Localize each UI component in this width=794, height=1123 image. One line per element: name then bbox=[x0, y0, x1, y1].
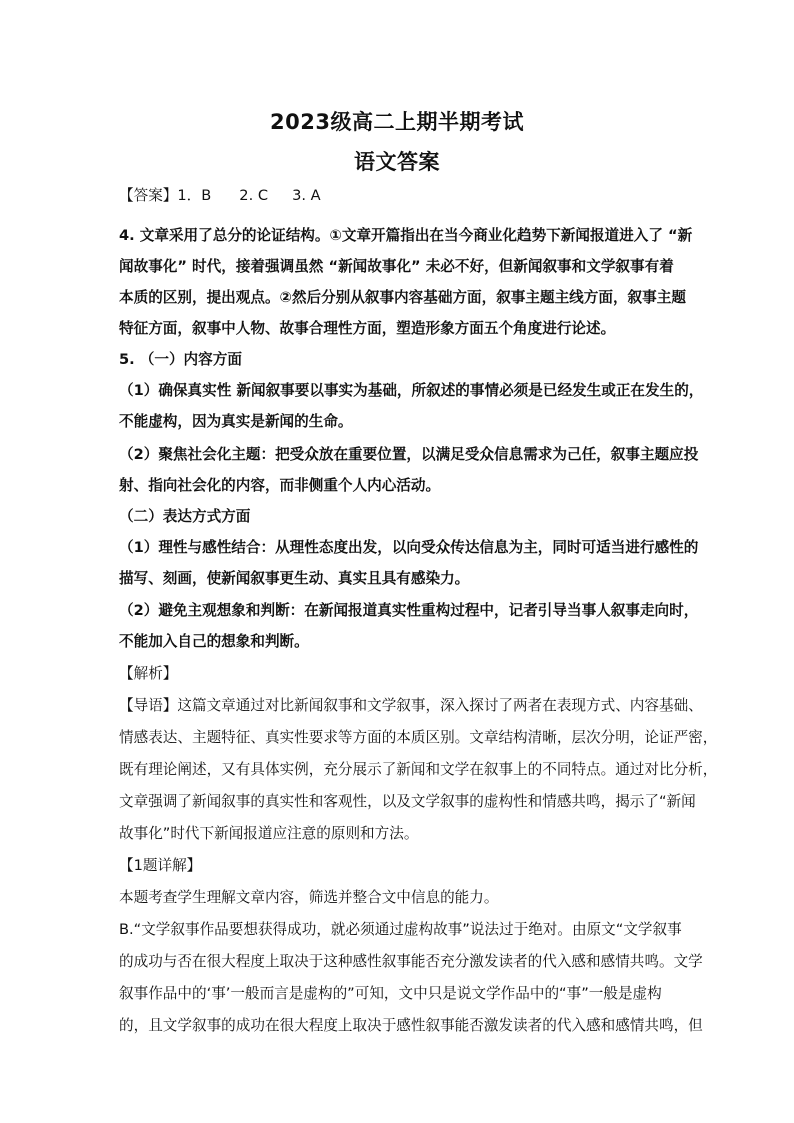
q5-line: 不能加入自己的想象和判断。 bbox=[119, 633, 309, 650]
analysis-heading: 【解析】 bbox=[119, 665, 178, 682]
q5-line: （2）避免主观想象和判断：在新闻报道真实性重构过程中，记者引导当事人叙事走向时， bbox=[119, 602, 699, 619]
q5-line: 不能虚构，因为真实是新闻的生命。 bbox=[119, 413, 353, 430]
analysis-intro-line: 【导语】这篇文章通过对比新闻叙事和文学叙事，深入探讨了两者在表现方式、内容基础、 bbox=[119, 697, 703, 714]
analysis-intro-line: 文章强调了新闻叙事的真实性和客观性，以及文学叙事的虚构性和情感共鸣，揭示了“新闻 bbox=[119, 793, 696, 810]
answer-key-row bbox=[119, 186, 321, 206]
q4-line: 闻故事化” 时代，接着强调虽然 “新闻故事化” 未必不好，但新闻叙事和文学叙事有着 bbox=[119, 258, 674, 275]
answer-q1: 1．B bbox=[177, 187, 212, 204]
analysis-intro-line: 情感表达、主题特征、真实性要求等方面的本质区别。文章结构清晰，层次分明，论证严密， bbox=[119, 729, 718, 746]
answer-q2: 2. C bbox=[239, 187, 269, 204]
q1-detail-heading: 【1题详解】 bbox=[119, 857, 202, 874]
q1-detail-line: 的成功与否在很大程度上取决于这种感性叙事能否充分激发读者的代入感和感情共鸣。文学 bbox=[119, 953, 703, 970]
q1-detail-line: 本题考查学生理解文章内容，筛选并整合文中信息的能力。 bbox=[119, 889, 499, 906]
q4-line: 本质的区别，提出观点。②然后分别从叙事内容基础方面，叙事主题主线方面，叙事主题 bbox=[119, 289, 686, 306]
answer-label: 【答案】 bbox=[119, 187, 178, 204]
analysis-intro-line: 既有理论阐述，又有具体实例，充分展示了新闻和文学在叙事上的不同特点。通过对比分析， bbox=[119, 761, 718, 778]
analysis-intro-line: 故事化”时代下新闻报道应注意的原则和方法。 bbox=[119, 825, 419, 842]
q5-line: 描写、刻画，使新闻叙事更生动、真实且具有感染力。 bbox=[119, 570, 470, 587]
q5-line: （2）聚焦社会化主题：把受众放在重要位置，以满足受众信息需求为己任，叙事主题应投 bbox=[119, 446, 699, 463]
q5-line: 射、指向社会化的内容，而非侧重个人内心活动。 bbox=[119, 477, 441, 494]
q4-line: 4. 文章采用了总分的论证结构。①文章开篇指出在当今商业化趋势下新闻报道进入了 “新 bbox=[119, 227, 693, 244]
answer-q3: 3. A bbox=[292, 187, 321, 204]
page-title: 2023级高二上期半期考试 bbox=[270, 110, 524, 134]
page-subtitle: 语文答案 bbox=[354, 150, 440, 174]
q5-line: （1）确保真实性 新闻叙事要以事实为基础，所叙述的事情必须是已经发生或正在发生的， bbox=[119, 382, 704, 399]
q1-detail-line: 叙事作品中的‘事’一般而言是虚构的”可知，文中只是说文学作品中的“事”一般是虚构 bbox=[119, 985, 662, 1002]
q4-line: 特征方面，叙事中人物、故事合理性方面，塑造形象方面五个角度进行论述。 bbox=[119, 320, 616, 337]
q5-line: 5. （一）内容方面 bbox=[119, 351, 242, 368]
q1-detail-line: 的，且文学叙事的成功在很大程度上取决于感性叙事能否激发读者的代入感和感情共鸣，但 bbox=[119, 1017, 703, 1034]
q1-detail-line: B.“文学叙事作品要想获得成功，就必须通过虚构故事”说法过于绝对。由原文“文学叙事 bbox=[119, 921, 682, 938]
q5-line: （二）表达方式方面 bbox=[119, 508, 251, 525]
q5-line: （1）理性与感性结合：从理性态度出发，以向受众传达信息为主，同时可适当进行感性的 bbox=[119, 539, 699, 556]
